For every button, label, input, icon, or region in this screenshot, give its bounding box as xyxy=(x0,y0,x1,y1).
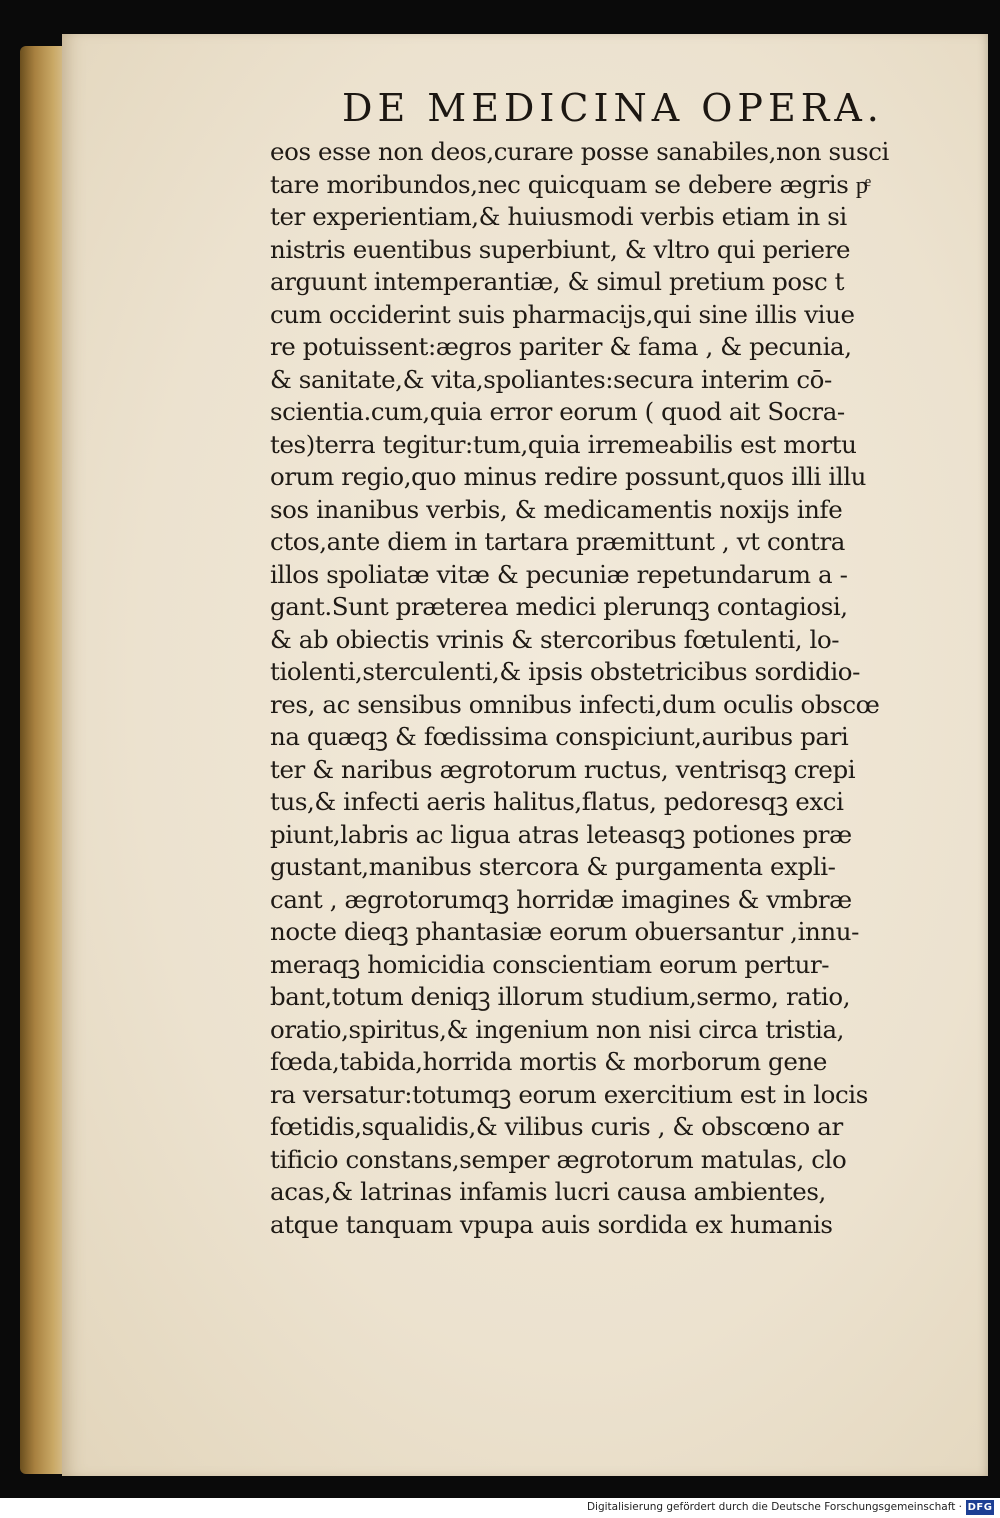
text-line: nocte dieqꝫ phantasiæ eorum obuersantur ,innu- xyxy=(270,917,860,946)
text-line: illos spoliatæ vitæ & pecuniæ repetundarum a - xyxy=(270,559,848,589)
text-line: oratio,spiritus,& ingenium non nisi circa tristia, xyxy=(270,1014,845,1044)
text-line: re potuissent:ægros pariter & fama , & pecunia, xyxy=(270,332,852,361)
text-line: meraqꝫ homicidia conscientiam eorum pertur- xyxy=(270,949,830,979)
footer-bar xyxy=(0,1498,1000,1518)
text-line: gant.Sunt præterea medici plerunqꝫ contagiosi, xyxy=(270,592,848,621)
text-line: ctos,ante diem in tartara præmittunt , vt contra xyxy=(270,527,845,556)
text-line: tes)terra tegitur:tum,quia irremeabilis est mortu xyxy=(270,429,857,459)
body-text xyxy=(270,136,920,1241)
text-line: arguunt intemperantiæ, & simul pretium posc t xyxy=(270,267,845,296)
text-line: fœda,tabida,horrida mortis & morborum gene xyxy=(270,1047,827,1076)
text-line: & ab obiectis vrinis & stercoribus fœtulenti, lo- xyxy=(270,624,840,654)
text-line: tiolenti,sterculenti,& ipsis obstetricibus sordidio- xyxy=(270,657,861,686)
text-line: na quæqꝫ & fœdissima conspiciunt,auribus pari xyxy=(270,722,849,751)
text-line: & sanitate,& vita,spoliantes:secura interim cō- xyxy=(270,364,832,394)
text-line: orum regio,quo minus redire possunt,quos illi illu xyxy=(270,462,867,491)
text-line: acas,& latrinas infamis lucri causa ambientes, xyxy=(270,1177,826,1206)
text-line: ter experientiam,& huiusmodi verbis etiam in si xyxy=(270,202,847,231)
text-line: nistris euentibus superbiunt, & vltro qui periere xyxy=(270,234,851,264)
text-line: tificio constans,semper ægrotorum matulas, clo xyxy=(270,1144,847,1174)
text-line: piunt,labris ac ligua atras leteasqꝫ potiones præ xyxy=(270,819,852,849)
text-line: scientia.cum,quia error eorum ( quod ait Socra- xyxy=(270,397,845,426)
text-line: gustant,manibus stercora & purgamenta expli- xyxy=(270,852,836,881)
text-line: ra versatur:totumqꝫ eorum exercitium est in locis xyxy=(270,1079,868,1109)
text-line: eos esse non deos,curare posse sanabiles,non susci xyxy=(270,137,889,166)
dfg-logo-icon[interactable]: DFG xyxy=(967,1502,993,1513)
text-line: sos inanibus verbis, & medicamentis noxijs infe xyxy=(270,494,843,524)
running-header: DE MEDICINA OPERA. xyxy=(342,86,884,130)
text-line: cant , ægrotorumqꝫ horridæ imagines & vmbræ xyxy=(270,884,852,914)
text-line: ter & naribus ægrotorum ructus, ventrisqꝫ crepi xyxy=(270,754,856,784)
dfg-credit-link[interactable]: Digitalisierung gefördert durch die Deutsche Forschungsgemeinschaft · xyxy=(586,1501,962,1513)
text-line: atque tanquam vpupa auis sordida ex humanis xyxy=(270,1209,833,1239)
text-line: cum occiderint suis pharmacijs,qui sine illis viue xyxy=(270,299,855,329)
text-line: tare moribundos,nec quicquam se debere ægris pͤ xyxy=(270,169,868,199)
text-line: bant,totum deniqꝫ illorum studium,sermo, ratio, xyxy=(270,982,851,1011)
text-line: tus,& infecti aeris halitus,flatus, pedoresqꝫ exci xyxy=(270,787,844,816)
text-line: res, ac sensibus omnibus infecti,dum oculis obscœ xyxy=(270,689,880,719)
text-line: fœtidis,squalidis,& vilibus curis , & obscœno ar xyxy=(270,1112,843,1141)
